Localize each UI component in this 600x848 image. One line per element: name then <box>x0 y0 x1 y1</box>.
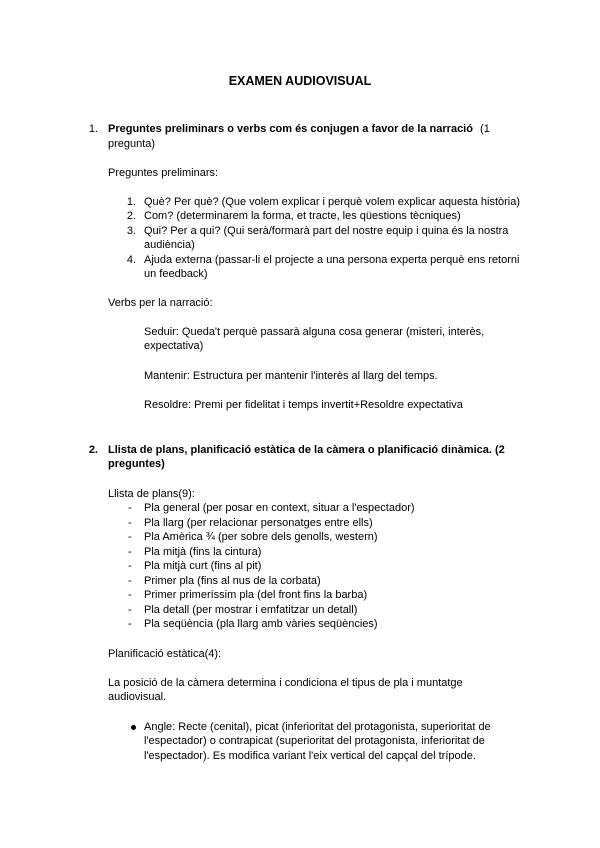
question-1-heading-bold: Preguntes preliminars o verbs com és conjugen a favor de la narració <box>108 123 473 135</box>
plans-label: Llista de plans(9): <box>108 488 195 500</box>
verb-mantenir: Mantenir: Estructura per mantenir l'interès al llarg del temps. <box>144 370 438 382</box>
preliminar-item-number: 4. <box>126 254 136 266</box>
plan-item: Pla Amèrica ¾ (per sobre dels genolls, western) <box>144 531 378 543</box>
dash-bullet: - <box>128 618 132 630</box>
estatica-intro-cont: audiovisual. <box>108 691 167 703</box>
preliminars-label: Preguntes preliminars: <box>108 167 219 179</box>
question-2-heading-line2: preguntes) <box>108 458 165 470</box>
dash-bullet: - <box>128 575 132 587</box>
dash-bullet: - <box>128 560 132 572</box>
verb-resoldre: Resoldre: Premi per fidelitat i temps invertit+Resoldre expectativa <box>144 399 463 411</box>
preliminar-item-text: Com? (determinarem la forma, et tracte, les qüestions tècniques) <box>144 210 461 222</box>
question-2-number: 2. <box>88 444 98 456</box>
preliminar-item-text-cont: audiència) <box>144 239 195 251</box>
plan-item: Pla mitjà (fins la cintura) <box>144 546 262 558</box>
question-1-heading-line2: pregunta) <box>108 138 156 150</box>
angle-text-cont: l'espectador) o contrapicat (superioritat del protagonista, inferioritat de <box>144 735 485 747</box>
dash-bullet: - <box>128 502 132 514</box>
preliminar-item-number: 2. <box>126 210 136 222</box>
plan-item: Pla general (per posar en context, situar a l'espectador) <box>144 502 415 514</box>
verb-seduir-cont: expectativa) <box>144 340 204 352</box>
question-1-heading-tail: (1 <box>480 123 490 135</box>
question-1-number: 1. <box>88 123 98 135</box>
preliminar-item-text-cont: un feedback) <box>144 268 208 280</box>
question-2-heading: Llista de plans, planificació estàtica de la càmera o planificació dinàmica. (2 <box>108 444 505 456</box>
plan-item: Primer pla (fins al nus de la corbata) <box>144 575 321 587</box>
page-title: EXAMEN AUDIOVISUAL <box>228 74 372 88</box>
dash-bullet: - <box>128 604 132 616</box>
preliminar-item-number: 1. <box>126 196 136 208</box>
estatica-intro: La posició de la càmera determina i condiciona el tipus de pla i muntatge <box>108 677 463 689</box>
estatica-label: Planificació estàtica(4): <box>108 648 222 660</box>
angle-text: Angle: Recte (cenital), picat (inferioritat del protagonista, superioritat de <box>144 721 491 733</box>
preliminar-item-text: Qui? Per a qui? (Qui serà/formarà part del nostre equip i quina és la nostra <box>144 225 509 237</box>
dash-bullet: - <box>128 517 132 529</box>
verbs-label: Verbs per la narració: <box>108 297 213 309</box>
dash-bullet: - <box>128 546 132 558</box>
angle-text-cont: l'espectador). Es modifica variant l'eix vertical del capçal del trípode. <box>144 750 476 762</box>
question-1-heading <box>108 122 528 137</box>
preliminar-item-text: Ajuda externa (passar-li el projecte a una persona experta perquè ens retorni <box>144 254 520 266</box>
bullet-icon <box>131 725 136 730</box>
preliminar-item-text: Què? Per què? (Que volem explicar i perquè volem explicar aquesta història) <box>144 196 521 208</box>
dash-bullet: - <box>128 531 132 543</box>
plan-item: Pla llarg (per relacionar personatges entre ells) <box>144 517 373 529</box>
plan-item: Pla detall (per mostrar i emfatitzar un detall) <box>144 604 358 616</box>
plan-item: Pla mitjà curt (fins al pit) <box>144 560 262 572</box>
dash-bullet: - <box>128 589 132 601</box>
plan-item: Pla seqüència (pla llarg amb vàries seqüències) <box>144 618 378 630</box>
preliminar-item-number: 3. <box>126 225 136 237</box>
plan-item: Primer primeríssim pla (del front fins la barba) <box>144 589 368 601</box>
verb-seduir: Seduir: Queda't perquè passarà alguna cosa generar (misteri, interès, <box>144 326 485 338</box>
